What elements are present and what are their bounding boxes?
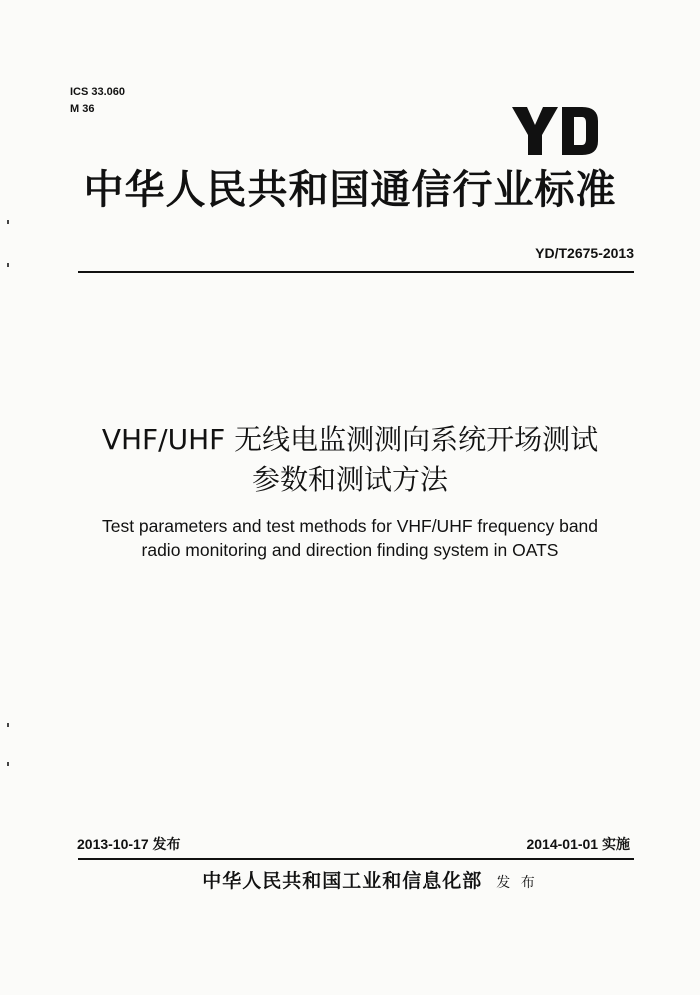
title-en-line-1: Test parameters and test methods for VHF/UHF frequency band bbox=[101, 516, 599, 536]
publisher-name: 中华人民共和国工业和信息化部 bbox=[202, 870, 483, 892]
classification-block bbox=[70, 84, 125, 118]
ics-code: ICS 33.060 bbox=[70, 86, 126, 98]
title-cn-line-2: 参数和测试方法 bbox=[251, 463, 448, 496]
title-en-line-2: radio monitoring and direction finding system in OATS bbox=[141, 540, 559, 560]
scan-speck bbox=[7, 723, 9, 727]
publisher-suffix: 发 布 bbox=[496, 875, 538, 891]
category-code: M 36 bbox=[70, 103, 95, 115]
bottom-divider bbox=[78, 858, 634, 860]
standard-number: YD/T2675-2013 bbox=[535, 245, 634, 261]
scan-speck bbox=[7, 263, 9, 267]
document-title-chinese bbox=[60, 420, 640, 500]
title-cn-line-1: VHF/UHF 无线电监测测向系统开场测试 bbox=[101, 423, 599, 456]
scan-speck bbox=[7, 762, 9, 766]
issue-date: 2013-10-17 发布 bbox=[77, 836, 181, 852]
implementation-date: 2014-01-01 实施 bbox=[526, 836, 630, 852]
yd-logo bbox=[510, 103, 600, 159]
standard-category-title: 中华人民共和国通信行业标准 bbox=[83, 167, 617, 213]
scan-speck bbox=[7, 220, 9, 224]
publisher-line bbox=[150, 866, 590, 893]
document-title-english bbox=[60, 514, 640, 562]
top-divider bbox=[78, 271, 634, 273]
